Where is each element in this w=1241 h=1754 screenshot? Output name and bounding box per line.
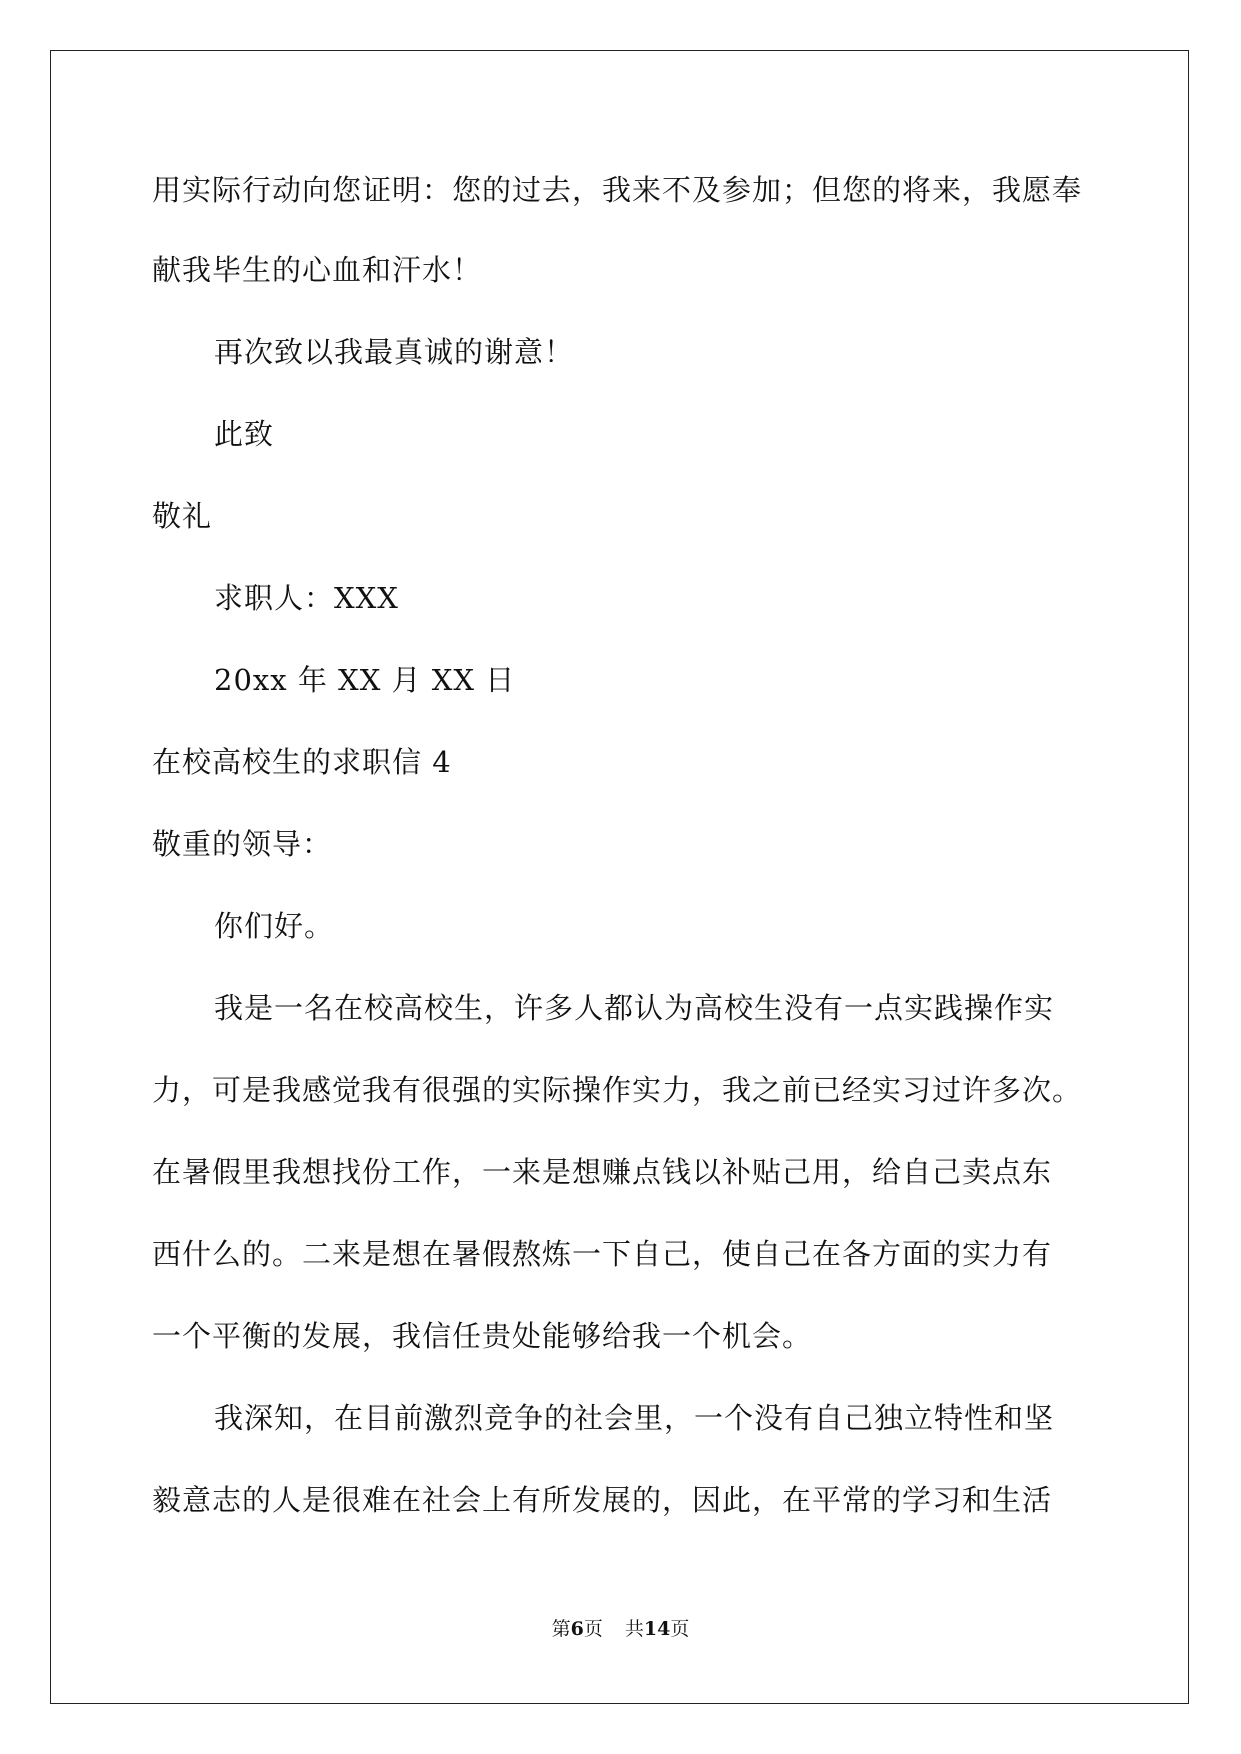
footer-page-prefix: 第: [551, 1618, 571, 1640]
section-title: 在校高校生的求职信 4: [152, 745, 452, 779]
closing-cizhi: 此致: [214, 417, 275, 451]
footer-total-prefix: 共: [624, 1618, 644, 1640]
paragraph-1-line-4: 西什么的。二来是想在暑假熬炼一下自己，使自己在各方面的实力有: [152, 1237, 1053, 1271]
footer-page-current: 6: [570, 1618, 584, 1640]
paragraph-2-line-2: 毅意志的人是很难在社会上有所发展的，因此，在平常的学习和生活: [152, 1483, 1053, 1517]
signature-applicant: 求职人：XXX: [214, 581, 399, 615]
body-line-2: 献我毕生的心血和汗水！: [152, 253, 483, 287]
greeting: 你们好。: [214, 909, 335, 943]
closing-jingli: 敬礼: [152, 499, 213, 533]
paragraph-1-line-1: 我是一名在校高校生，许多人都认为高校生没有一点实践操作实: [214, 991, 1055, 1025]
page-number-footer: [0, 1617, 1241, 1641]
signature-date: 20xx 年 XX 月 XX 日: [214, 663, 516, 697]
salutation: 敬重的领导：: [152, 827, 333, 861]
paragraph-1-line-5: 一个平衡的发展，我信任贵处能够给我一个机会。: [152, 1319, 813, 1353]
paragraph-2-line-1: 我深知，在目前激烈竞争的社会里，一个没有自己独立特性和坚: [214, 1401, 1055, 1435]
footer-page-suffix: 页: [583, 1618, 603, 1640]
footer-total-suffix: 页: [670, 1618, 690, 1640]
paragraph-1-line-3: 在暑假里我想找份工作，一来是想赚点钱以补贴己用，给自己卖点东: [152, 1155, 1053, 1189]
thanks-line: 再次致以我最真诚的谢意！: [214, 335, 575, 369]
footer-page-total: 14: [643, 1618, 671, 1640]
body-line-1: 用实际行动向您证明：您的过去，我来不及参加；但您的将来，我愿奉: [152, 173, 1083, 207]
paragraph-1-line-2: 力，可是我感觉我有很强的实际操作实力，我之前已经实习过许多次。: [152, 1073, 1083, 1107]
page-frame: [50, 50, 1189, 1704]
